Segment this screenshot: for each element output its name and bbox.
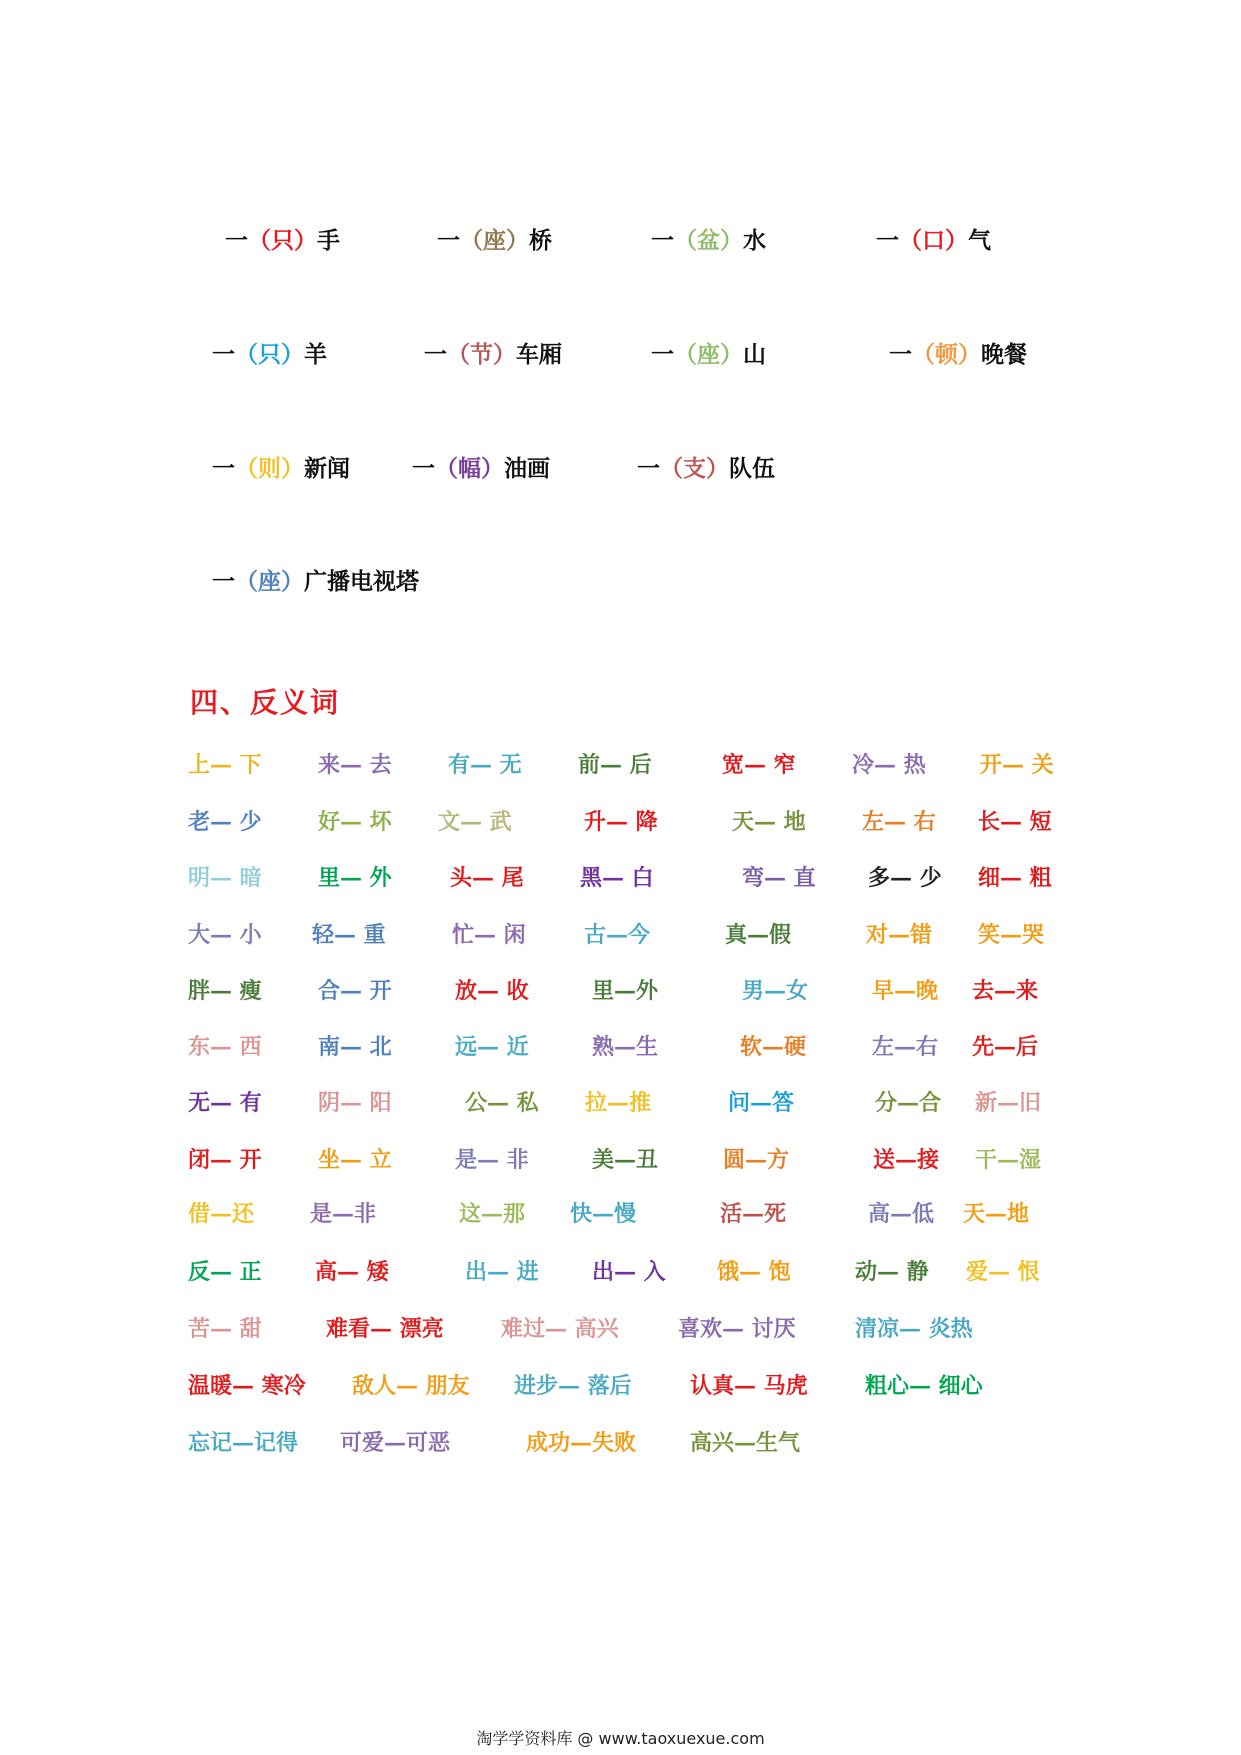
- antonym-pair: 合— 开: [318, 978, 392, 1004]
- measure-word-phrase: [212, 563, 419, 596]
- phrase-suffix: ）新闻: [281, 455, 350, 482]
- antonym-pair: 天— 地: [732, 809, 806, 835]
- antonym-pair: 南— 北: [318, 1034, 392, 1060]
- classifier-word: 只: [271, 227, 294, 254]
- antonym-pair: 拉—推: [585, 1090, 652, 1116]
- measure-word-phrase: [889, 336, 1027, 369]
- antonym-pair: 分—合: [875, 1090, 942, 1116]
- antonym-pair: 文— 武: [438, 809, 512, 835]
- antonym-pair: 新—旧: [975, 1090, 1042, 1116]
- classifier-word: 座: [258, 568, 281, 595]
- antonym-pair: 黑— 白: [580, 865, 654, 891]
- phrase-prefix: 一（: [876, 227, 922, 254]
- antonym-pair: 喜欢— 讨厌: [678, 1316, 796, 1342]
- antonym-pair: 出— 进: [465, 1259, 539, 1285]
- antonym-pair: 动— 静: [855, 1259, 929, 1285]
- classifier-word: 支: [683, 455, 706, 482]
- antonym-pair: 圆—方: [723, 1147, 790, 1173]
- classifier-word: 幅: [458, 455, 481, 482]
- antonym-pair: 开— 关: [980, 752, 1054, 778]
- phrase-suffix: ）手: [294, 227, 340, 254]
- antonym-pair: 远— 近: [455, 1034, 529, 1060]
- antonym-pair: 坐— 立: [318, 1147, 392, 1173]
- antonym-pair: 老— 少: [188, 809, 262, 835]
- antonym-pair: 问—答: [728, 1090, 795, 1116]
- antonym-pair: 软—硬: [740, 1034, 807, 1060]
- antonym-pair: 前— 后: [578, 752, 652, 778]
- antonym-pair: 反— 正: [188, 1259, 262, 1285]
- phrase-suffix: ）山: [720, 341, 766, 368]
- antonym-pair: 借—还: [188, 1201, 255, 1227]
- phrase-suffix: ）广播电视塔: [281, 568, 419, 595]
- antonym-pair: 成功—失败: [526, 1430, 637, 1456]
- phrase-suffix: ）羊: [281, 341, 327, 368]
- antonym-pair: 高—低: [868, 1201, 935, 1227]
- antonym-pair: 可爱—可恶: [340, 1430, 451, 1456]
- antonym-pair: 好— 坏: [318, 809, 392, 835]
- antonym-pair: 古—今: [584, 922, 651, 948]
- phrase-prefix: 一（: [212, 341, 258, 368]
- antonym-pair: 左— 右: [862, 809, 936, 835]
- phrase-prefix: 一（: [437, 227, 483, 254]
- measure-word-phrase: [424, 336, 562, 369]
- antonym-pair: 送—接: [873, 1147, 940, 1173]
- antonym-pair: 难看— 漂亮: [326, 1316, 444, 1342]
- antonym-pair: 是—非: [310, 1201, 377, 1227]
- measure-word-phrase: [212, 450, 350, 483]
- antonym-pair: 饿— 饱: [717, 1259, 791, 1285]
- antonym-pair: 高— 矮: [315, 1259, 389, 1285]
- antonym-pair: 胖— 瘦: [188, 978, 262, 1004]
- phrase-prefix: 一（: [212, 455, 258, 482]
- antonym-pair: 进步— 落后: [514, 1373, 632, 1399]
- antonym-pair: 是— 非: [455, 1147, 529, 1173]
- classifier-word: 只: [258, 341, 281, 368]
- antonym-pair: 有— 无: [448, 752, 522, 778]
- antonym-pair: 大— 小: [188, 922, 262, 948]
- antonym-pair: 轻— 重: [312, 922, 386, 948]
- phrase-suffix: ）车厢: [493, 341, 562, 368]
- antonym-pair: 无— 有: [188, 1090, 262, 1116]
- measure-word-phrase: [437, 222, 552, 255]
- classifier-word: 顿: [935, 341, 958, 368]
- measure-word-phrase: [225, 222, 340, 255]
- phrase-suffix: ）桥: [506, 227, 552, 254]
- antonym-pair: 爱— 恨: [966, 1259, 1040, 1285]
- antonym-pair: 真—假: [725, 922, 792, 948]
- phrase-prefix: 一（: [651, 227, 697, 254]
- antonym-pair: 忙— 闲: [452, 922, 526, 948]
- antonym-pair: 去—来: [972, 978, 1039, 1004]
- antonym-pair: 上— 下: [188, 752, 262, 778]
- measure-word-phrase: [651, 336, 766, 369]
- antonym-pair: 左—右: [872, 1034, 939, 1060]
- classifier-word: 座: [483, 227, 506, 254]
- antonym-pair: 头— 尾: [450, 865, 524, 891]
- antonym-pair: 敌人— 朋友: [352, 1373, 470, 1399]
- antonym-pair: 认真— 马虎: [690, 1373, 808, 1399]
- phrase-suffix: ）水: [720, 227, 766, 254]
- measure-word-phrase: [651, 222, 766, 255]
- antonym-pair: 宽— 窄: [722, 752, 796, 778]
- antonym-pair: 公— 私: [465, 1090, 539, 1116]
- antonym-pair: 清凉— 炎热: [855, 1316, 973, 1342]
- antonym-pair: 熟—生: [592, 1034, 659, 1060]
- antonym-pair: 对—错: [866, 922, 933, 948]
- phrase-prefix: 一（: [651, 341, 697, 368]
- antonym-pair: 多— 少: [868, 865, 942, 891]
- footer-watermark: 淘学学资料库 @ www.taoxuexue.com: [476, 1729, 765, 1748]
- antonym-pair: 升— 降: [584, 809, 658, 835]
- antonym-pair: 天—地: [963, 1201, 1030, 1227]
- antonym-pair: 粗心— 细心: [865, 1373, 983, 1399]
- antonym-pair: 难过— 高兴: [501, 1316, 619, 1342]
- phrase-prefix: 一（: [637, 455, 683, 482]
- phrase-prefix: 一（: [412, 455, 458, 482]
- antonym-pair: 快—慢: [570, 1201, 637, 1227]
- antonym-pair: 这—那: [459, 1201, 526, 1227]
- phrase-suffix: ）油画: [481, 455, 550, 482]
- antonym-pair: 东— 西: [188, 1034, 262, 1060]
- measure-word-phrase: [876, 222, 991, 255]
- antonym-pair: 笑—哭: [978, 922, 1045, 948]
- antonym-pair: 里—外: [592, 978, 659, 1004]
- measure-word-phrase: [212, 336, 327, 369]
- phrase-suffix: ）晚餐: [958, 341, 1027, 368]
- classifier-word: 口: [922, 227, 945, 254]
- antonym-pair: 长— 短: [978, 809, 1052, 835]
- classifier-word: 节: [470, 341, 493, 368]
- classifier-word: 则: [258, 455, 281, 482]
- antonym-pair: 干—湿: [975, 1147, 1042, 1173]
- antonym-pair: 先—后: [972, 1034, 1039, 1060]
- antonym-pair: 阴— 阳: [318, 1090, 392, 1116]
- antonym-pair: 放— 收: [455, 978, 529, 1004]
- classifier-word: 盆: [697, 227, 720, 254]
- phrase-prefix: 一（: [889, 341, 935, 368]
- antonym-pair: 温暖— 寒冷: [188, 1373, 306, 1399]
- antonym-pair: 忘记—记得: [188, 1430, 299, 1456]
- phrase-prefix: 一（: [225, 227, 271, 254]
- measure-word-phrase: [412, 450, 550, 483]
- antonym-pair: 明— 暗: [188, 865, 262, 891]
- antonym-pair: 来— 去: [318, 752, 392, 778]
- measure-word-phrase: [637, 450, 775, 483]
- antonym-pair: 活—死: [720, 1201, 787, 1227]
- phrase-suffix: ）队伍: [706, 455, 775, 482]
- antonym-pair: 冷— 热: [852, 752, 926, 778]
- antonym-pair: 男—女: [742, 978, 809, 1004]
- phrase-prefix: 一（: [212, 568, 258, 595]
- phrase-suffix: ）气: [945, 227, 991, 254]
- antonym-pair: 出— 入: [592, 1259, 666, 1285]
- antonym-pair: 闭— 开: [188, 1147, 262, 1173]
- antonym-pair: 早—晚: [872, 978, 939, 1004]
- phrase-prefix: 一（: [424, 341, 470, 368]
- classifier-word: 座: [697, 341, 720, 368]
- antonym-pair: 美—丑: [592, 1147, 659, 1173]
- section-title-antonyms: 四、反义词: [190, 686, 341, 719]
- antonym-pair: 苦— 甜: [188, 1316, 262, 1342]
- antonym-pair: 里— 外: [318, 865, 392, 891]
- antonym-pair: 细— 粗: [978, 865, 1052, 891]
- antonym-pair: 高兴—生气: [690, 1430, 801, 1456]
- antonym-pair: 弯— 直: [742, 865, 816, 891]
